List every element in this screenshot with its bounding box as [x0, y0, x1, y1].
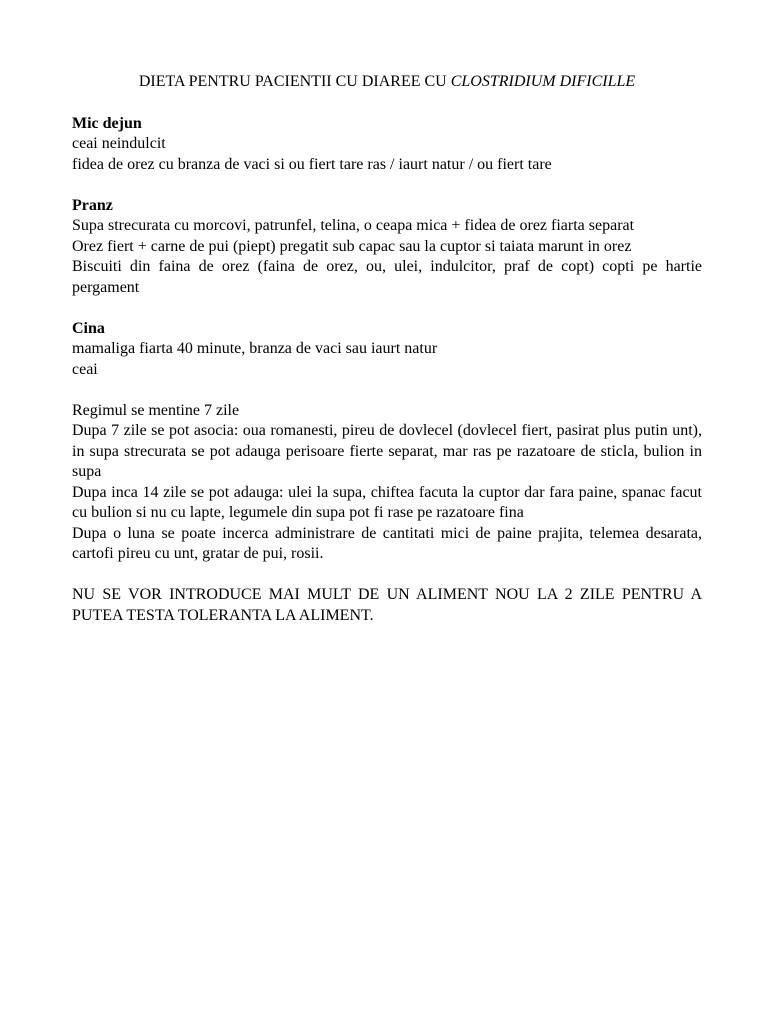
- title-text: DIETA PENTRU PACIENTII CU DIAREE CU: [138, 73, 451, 90]
- text-line: fidea de orez cu branza de vaci si ou fiert tare ras / iaurt natur / ou fiert tare: [72, 155, 552, 173]
- text-paragraph: Dupa o luna se poate incerca administrare de cantitati mici de paine prajita, telemea desarata, cartofi pireu cu unt, gratar de pui, rosii.: [72, 524, 702, 562]
- section-heading-pranz: Pranz: [72, 196, 113, 214]
- text-paragraph: Dupa 7 zile se pot asocia: oua romanesti, pireu de dovlecel (dovlecel fiert, pasirat plus putin unt), in supa strecurata se pot adauga perisoare fierte separat, mar ras pe razatoare de sticla, bulion in supa: [72, 422, 702, 480]
- section-regim: [72, 401, 702, 565]
- text-paragraph: Dupa inca 14 zile se pot adauga: ulei la supa, chiftea facuta la cuptor dar fara paine, spanac facut cu bulion si nu cu lapte, legumele din supa pot fi rase pe razatoare fina: [72, 483, 702, 521]
- text-line: Orez fiert + carne de pui (piept) pregatit sub capac sau la cuptor si taiata marunt in orez: [72, 237, 632, 255]
- warning-text: NU SE VOR INTRODUCE MAI MULT DE UN ALIMENT NOU LA 2 ZILE PENTRU A PUTEA TESTA TOLERANTA LA ALIMENT.: [72, 586, 702, 624]
- document-page: [72, 72, 702, 626]
- section-cina: [72, 319, 702, 381]
- section-heading-cina: Cina: [72, 319, 105, 337]
- text-line: Supa strecurata cu morcovi, patrunfel, telina, o ceapa mica + fidea de orez fiarta separat: [72, 217, 635, 234]
- regim-intro: Regimul se mentine 7 zile: [72, 401, 240, 419]
- text-line: mamaliga fiarta 40 minute, branza de vaci sau iaurt natur: [72, 340, 438, 357]
- section-mic-dejun: [72, 114, 702, 176]
- text-paragraph: Biscuiti din faina de orez (faina de orez, ou, ulei, indulcitor, praf de copt) copti pe hartie pergament: [72, 258, 702, 296]
- text-line: ceai: [72, 360, 98, 378]
- title-italic-text: CLOSTRIDIUM DIFICILLE: [450, 73, 636, 90]
- document-title: [72, 72, 702, 93]
- text-line: ceai neindulcit: [72, 135, 166, 152]
- section-pranz: [72, 196, 702, 299]
- section-heading-mic-dejun: Mic dejun: [72, 114, 142, 132]
